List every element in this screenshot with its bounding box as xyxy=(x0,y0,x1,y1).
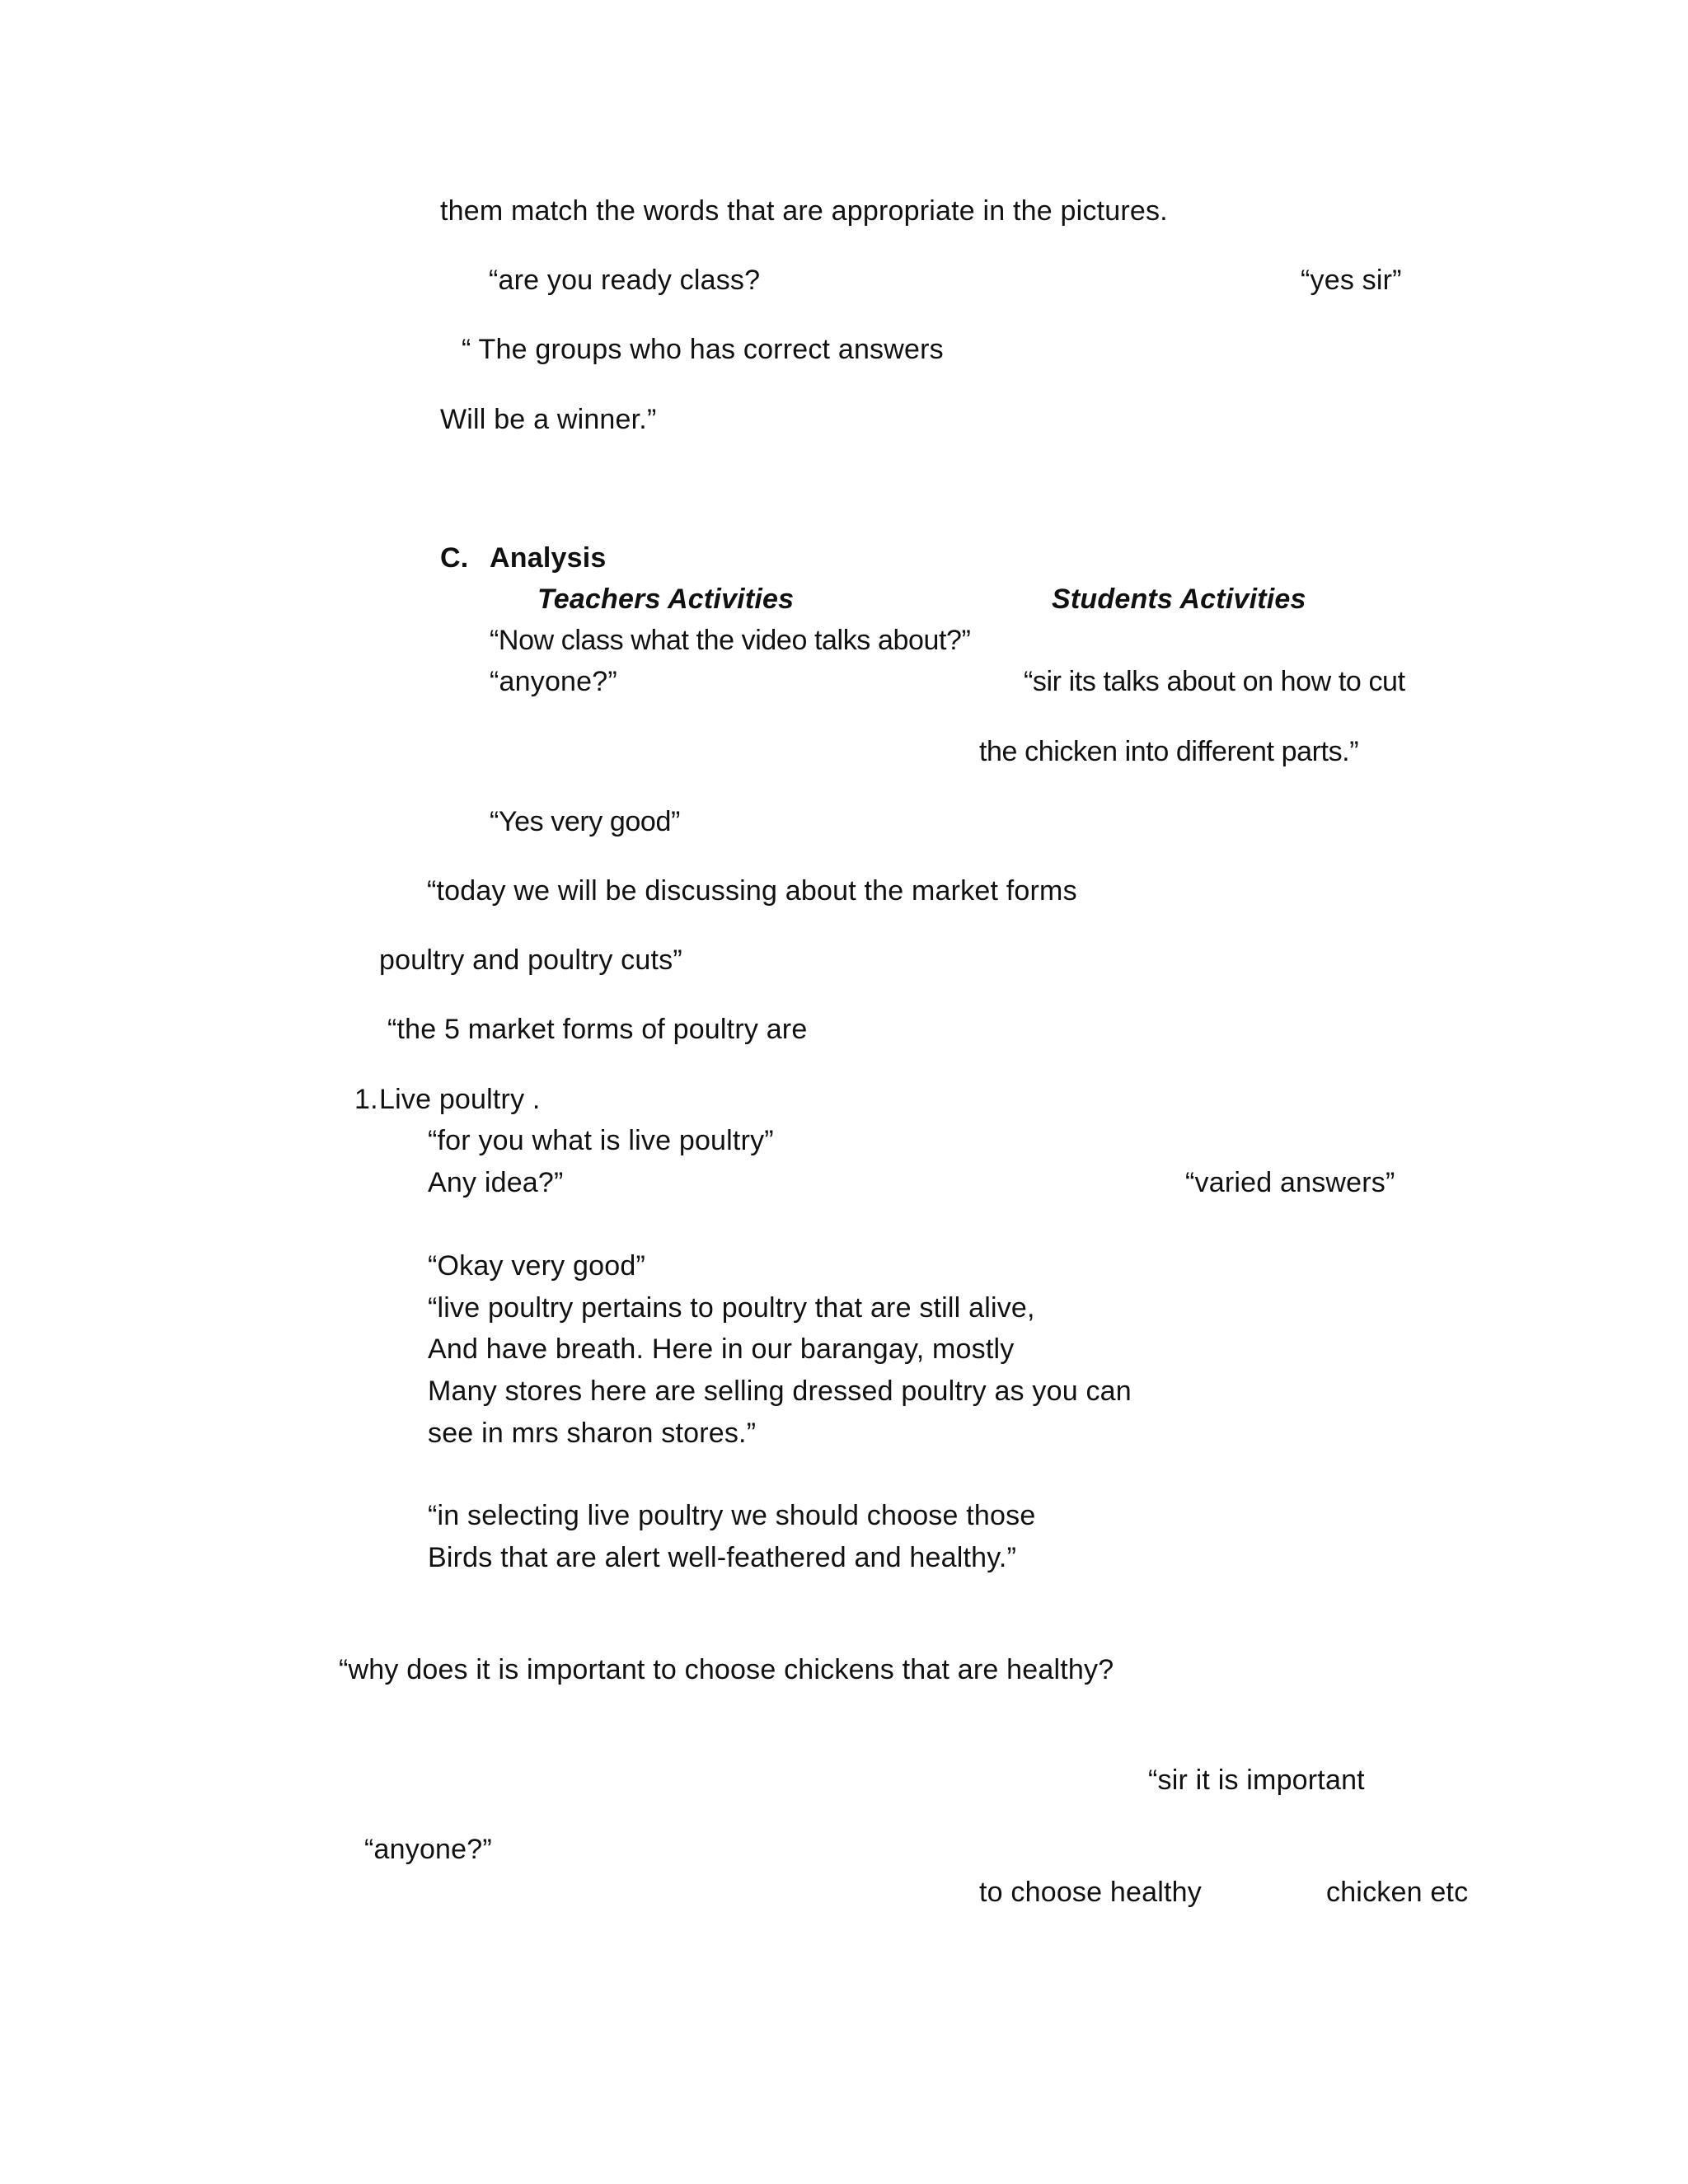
student-chicken-etc: chicken etc xyxy=(1326,1877,1469,1908)
teacher-yes-very-good: “Yes very good” xyxy=(490,806,680,837)
teacher-today-discussing: “today we will be discussing about the market forms xyxy=(427,875,1077,907)
teacher-market-forms: “the 5 market forms of poultry are xyxy=(387,1014,808,1045)
section-title: Analysis xyxy=(490,542,607,574)
teacher-what-is-live-poultry: “for you what is live poultry” xyxy=(428,1125,774,1156)
column-header-teacher: Teachers Activities xyxy=(537,583,795,615)
teacher-okay-very-good: “Okay very good” xyxy=(428,1250,645,1282)
teacher-barangay-line: And have breath. Here in our barangay, mostly xyxy=(428,1333,1015,1365)
teacher-stores-line: Many stores here are selling dressed poultry as you can xyxy=(428,1376,1132,1407)
teacher-anyone-2: “anyone?” xyxy=(364,1834,492,1865)
intro-line: them match the words that are appropriate in the pictures. xyxy=(440,195,1168,227)
teacher-live-poultry-definition: “live poultry pertains to poultry that are still alive, xyxy=(428,1292,1035,1324)
list-number: 1. xyxy=(354,1084,378,1115)
student-answer-yes-sir: “yes sir” xyxy=(1301,265,1402,296)
teacher-anyone-1: “anyone?” xyxy=(490,666,617,697)
list-item-live-poultry: Live poultry . xyxy=(379,1084,541,1115)
student-answer-parts: the chicken into different parts.” xyxy=(979,736,1359,767)
column-header-student: Students Activities xyxy=(1052,583,1306,615)
student-answer-cut: “sir its talks about on how to cut xyxy=(1024,666,1405,697)
student-sir-important: “sir it is important xyxy=(1148,1765,1365,1796)
teacher-line-winner: Will be a winner.” xyxy=(440,404,657,435)
teacher-selecting-line: “in selecting live poultry we should choose those xyxy=(428,1500,1036,1531)
teacher-poultry-cuts: poultry and poultry cuts” xyxy=(379,944,682,976)
teacher-why-important-question: “why does it is important to choose chickens that are healthy? xyxy=(339,1654,1114,1685)
teacher-question-video: “Now class what the video talks about?” xyxy=(490,625,971,656)
teacher-healthy-birds-line: Birds that are alert well-feathered and healthy.” xyxy=(428,1542,1017,1573)
section-letter: C. xyxy=(440,542,469,574)
teacher-any-idea: Any idea?” xyxy=(428,1167,564,1198)
teacher-question-ready: “are you ready class? xyxy=(489,265,761,296)
teacher-line-groups: “ The groups who has correct answers xyxy=(462,334,944,365)
teacher-sharon-stores-line: see in mrs sharon stores.” xyxy=(428,1418,757,1449)
student-choose-healthy: to choose healthy xyxy=(979,1877,1202,1908)
student-varied-answers: “varied answers” xyxy=(1185,1167,1395,1198)
